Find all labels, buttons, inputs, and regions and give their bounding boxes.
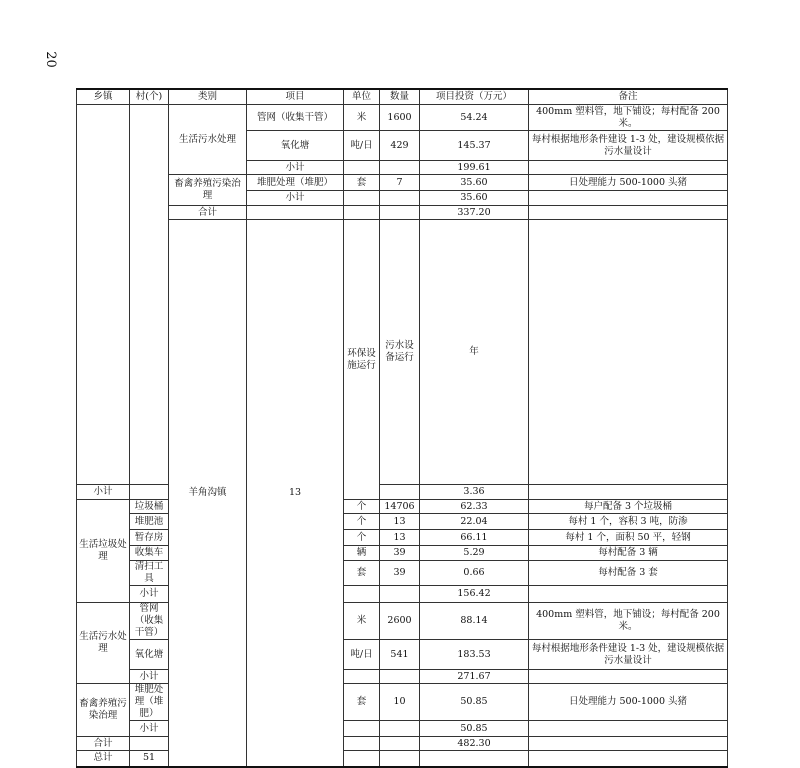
quantity-cell: 2600 [380,603,420,640]
header-investment: 项目投资（万元） [420,89,529,105]
quantity-cell [380,485,420,500]
header-quantity: 数量 [380,89,420,105]
unit-cell: 个 [344,514,380,530]
note-cell: 每村配备 3 套 [529,561,728,586]
subtotal-value: 3.36 [420,485,529,500]
note-cell [529,206,728,220]
header-category: 类别 [169,89,247,105]
quantity-cell: 39 [380,561,420,586]
unit-cell [344,737,380,751]
quantity-cell [380,206,420,220]
quantity-cell: 14706 [380,500,420,514]
header-item: 项目 [247,89,344,105]
category-cell: 环保设施运行 [344,220,380,500]
total-value: 482.30 [420,737,529,751]
table-row [77,220,728,485]
subtotal-label: 小计 [130,670,169,684]
item-cell: 收集车 [130,546,169,561]
table-row [77,105,728,131]
header-row [77,89,728,105]
header-town: 乡镇 [77,89,130,105]
investment-cell: 0.66 [420,561,529,586]
header-note: 备注 [529,89,728,105]
note-cell: 400mm 塑料管，地下铺设；每村配备 200 米。 [529,105,728,131]
total-value: 337.20 [420,206,529,220]
villages-cell: 13 [247,220,344,767]
category-cell: 生活垃圾处理 [77,500,130,603]
note-cell [529,161,728,175]
unit-cell: 个 [344,530,380,546]
item-cell: 堆肥池 [130,514,169,530]
item-cell: 堆肥处理（堆肥） [247,175,344,191]
unit-cell: 个 [344,500,380,514]
unit-cell [344,586,380,603]
investment-cell: 66.11 [420,530,529,546]
note-cell: 每村根据地形条件建设 1-3 处，建设规模依据污水量设计 [529,131,728,161]
note-cell: 日处理能力 500-1000 头猪 [529,175,728,191]
town-cell: 羊角沟镇 [169,220,247,767]
investment-cell: 50.85 [420,684,529,721]
unit-cell [344,721,380,737]
item-cell: 氧化塘 [130,640,169,670]
unit-cell [420,751,529,767]
item-cell: 清扫工具 [130,561,169,586]
villages-cell [130,105,169,485]
note-cell [529,191,728,206]
header-unit: 单位 [344,89,380,105]
item-cell: 管网（收集干管） [247,105,344,131]
quantity-cell: 10 [380,684,420,721]
quantity-cell [380,721,420,737]
unit-cell [344,161,380,175]
subtotal-value: 199.61 [420,161,529,175]
unit-cell: 年 [420,220,529,485]
quantity-cell [380,161,420,175]
investment-cell: 62.33 [420,500,529,514]
quantity-cell: 13 [380,530,420,546]
investment-cell: 35.60 [420,175,529,191]
quantity-cell: 13 [380,514,420,530]
subtotal-value: 156.42 [420,586,529,603]
subtotal-label: 小计 [130,586,169,603]
category-cell: 生活污水处理 [77,603,130,684]
note-cell [529,721,728,737]
subtotal-value: 271.67 [420,670,529,684]
unit-cell: 辆 [344,546,380,561]
quantity-cell [529,220,728,485]
note-cell [529,670,728,684]
unit-cell [344,191,380,206]
unit-cell [130,485,169,500]
item-cell [130,737,169,751]
item-cell [380,751,420,767]
quantity-cell [380,586,420,603]
investment-table [76,88,728,768]
header-villages: 村(个) [130,89,169,105]
quantity-cell [380,191,420,206]
category-cell: 畜禽养殖污染治理 [77,684,130,737]
note-cell: 每村配备 3 辆 [529,546,728,561]
table-row [77,175,728,191]
total-row [77,206,728,220]
investment-cell: 145.37 [420,131,529,161]
quantity-cell [529,751,728,767]
quantity-cell: 1600 [380,105,420,131]
unit-cell: 米 [344,105,380,131]
note-cell [529,586,728,603]
unit-cell: 吨/日 [344,131,380,161]
note-cell [529,485,728,500]
page-number: 20 [42,51,58,68]
investment-cell: 54.24 [420,105,529,131]
unit-cell: 套 [344,561,380,586]
quantity-cell: 429 [380,131,420,161]
investment-cell: 88.14 [420,603,529,640]
town-cell [77,105,130,485]
unit-cell [344,206,380,220]
note-cell: 每户配备 3 个垃圾桶 [529,500,728,514]
subtotal-label: 小计 [77,485,130,500]
unit-cell: 套 [344,175,380,191]
unit-cell: 吨/日 [344,640,380,670]
item-cell: 垃圾桶 [130,500,169,514]
quantity-cell [380,737,420,751]
item-cell: 堆肥处理（堆肥） [130,684,169,721]
subtotal-label: 小计 [247,191,344,206]
investment-cell: 5.29 [420,546,529,561]
quantity-cell: 541 [380,640,420,670]
subtotal-value: 50.85 [420,721,529,737]
category-cell: 生活污水处理 [169,105,247,175]
item-cell: 管网（收集干管） [130,603,169,640]
grand-total-label: 总计 [77,751,130,767]
quantity-cell [380,670,420,684]
note-cell: 400mm 塑料管，地下铺设；每村配备 200 米。 [529,603,728,640]
note-cell: 每村 1 个，容积 3 吨，防渗 [529,514,728,530]
grand-total-villages: 51 [130,751,169,767]
category-cell [344,751,380,767]
item-cell: 暂存房 [130,530,169,546]
item-cell [247,206,344,220]
subtotal-value: 35.60 [420,191,529,206]
unit-cell [344,670,380,684]
item-cell: 污水设备运行 [380,220,420,485]
investment-cell: 22.04 [420,514,529,530]
quantity-cell: 39 [380,546,420,561]
unit-cell: 套 [344,684,380,721]
subtotal-label: 小计 [247,161,344,175]
total-label: 合计 [77,737,130,751]
total-label: 合计 [169,206,247,220]
item-cell: 氧化塘 [247,131,344,161]
investment-cell: 183.53 [420,640,529,670]
quantity-cell: 7 [380,175,420,191]
subtotal-label: 小计 [130,721,169,737]
note-cell: 每村 1 个，面积 50 平，轻钢 [529,530,728,546]
unit-cell: 米 [344,603,380,640]
note-cell [529,737,728,751]
category-cell: 畜禽养殖污染治理 [169,175,247,206]
note-cell: 日处理能力 500-1000 头猪 [529,684,728,721]
note-cell: 每村根据地形条件建设 1-3 处，建设规模依据污水量设计 [529,640,728,670]
